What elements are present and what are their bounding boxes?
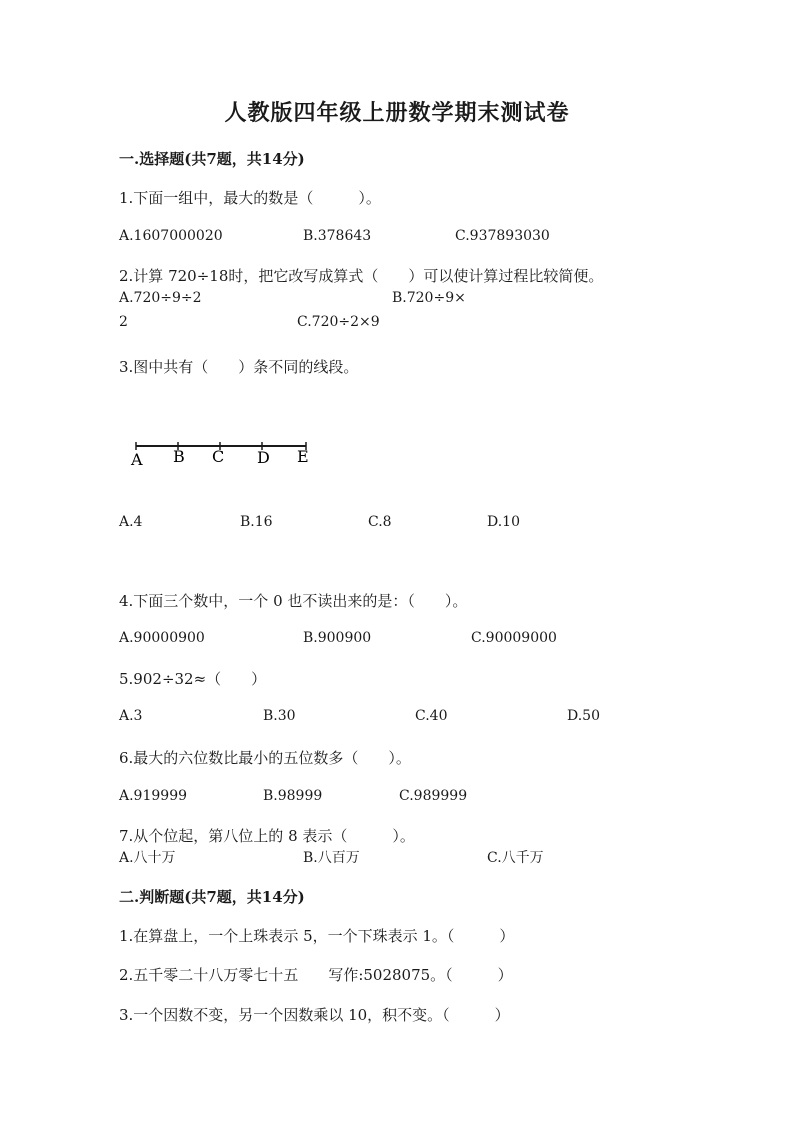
page-title: 人教版四年级上册数学期末测试卷 [224,100,570,126]
question-7-option-c: C.八千万 [487,850,544,866]
question-3-text: 3.图中共有（ ）条不同的线段。 [119,358,359,376]
question-1-text: 1.下面一组中，最大的数是（ ）。 [119,189,381,207]
question-2-option-b-continued: 2 [119,314,128,330]
question-6-text: 6.最大的六位数比最小的五位数多（ ）。 [119,749,411,767]
question-3-option-b: B.16 [240,514,273,530]
judgment-3-text: 3.一个因数不变，另一个因数乘以 10，积不变。（ ） [119,1006,510,1024]
question-5-option-b: B.30 [263,708,296,724]
question-2-option-b: B.720÷9× [392,290,466,306]
section-heading-choice: 一.选择题(共7题，共14分) [119,150,305,168]
question-7-option-a: A.八十万 [119,850,176,866]
point-label-d: D [257,448,270,467]
point-label-a: A [131,450,143,469]
question-1-option-b: B.378643 [303,228,372,244]
question-3-option-d: D.10 [487,514,520,530]
question-6-option-c: C.989999 [399,788,468,804]
question-4-option-b: B.900900 [303,630,372,646]
question-4-text: 4.下面三个数中，一个 0 也不读出来的是：（ ）。 [119,592,468,610]
question-2-text: 2.计算 720÷18时，把它改写成算式（ ）可以使计算过程比较简便。 [119,267,604,285]
question-5-option-a: A.3 [119,708,143,724]
question-3-option-c: C.8 [368,514,392,530]
point-label-b: B [173,447,185,466]
judgment-1-text: 1.在算盘上，一个上珠表示 5，一个下珠表示 1。（ ） [119,927,515,945]
question-4-option-a: A.90000900 [119,630,205,646]
question-1-option-a: A.1607000020 [119,228,223,244]
section-heading-judgment: 二.判断题(共7题，共14分) [119,888,305,906]
question-5-option-c: C.40 [415,708,448,724]
line-segment-diagram [128,436,328,476]
question-2-option-a: A.720÷9÷2 [119,290,202,306]
question-6-option-b: B.98999 [263,788,323,804]
question-5-text: 5.902÷32≈（ ） [119,670,267,688]
question-7-text: 7.从个位起，第八位上的 8 表示（ ）。 [119,827,415,845]
question-2-option-c: C.720÷2×9 [297,314,380,330]
question-1-option-c: C.937893030 [455,228,550,244]
question-6-option-a: A.919999 [119,788,188,804]
question-5-option-d: D.50 [567,708,600,724]
question-4-option-c: C.90009000 [471,630,557,646]
point-label-c: C [212,447,225,466]
point-label-e: E [297,447,309,466]
question-3-option-a: A.4 [119,514,143,530]
question-7-option-b: B.八百万 [303,850,360,866]
judgment-2-text: 2.五千零二十八万零七十五 写作:5028075。（ ） [119,966,513,984]
